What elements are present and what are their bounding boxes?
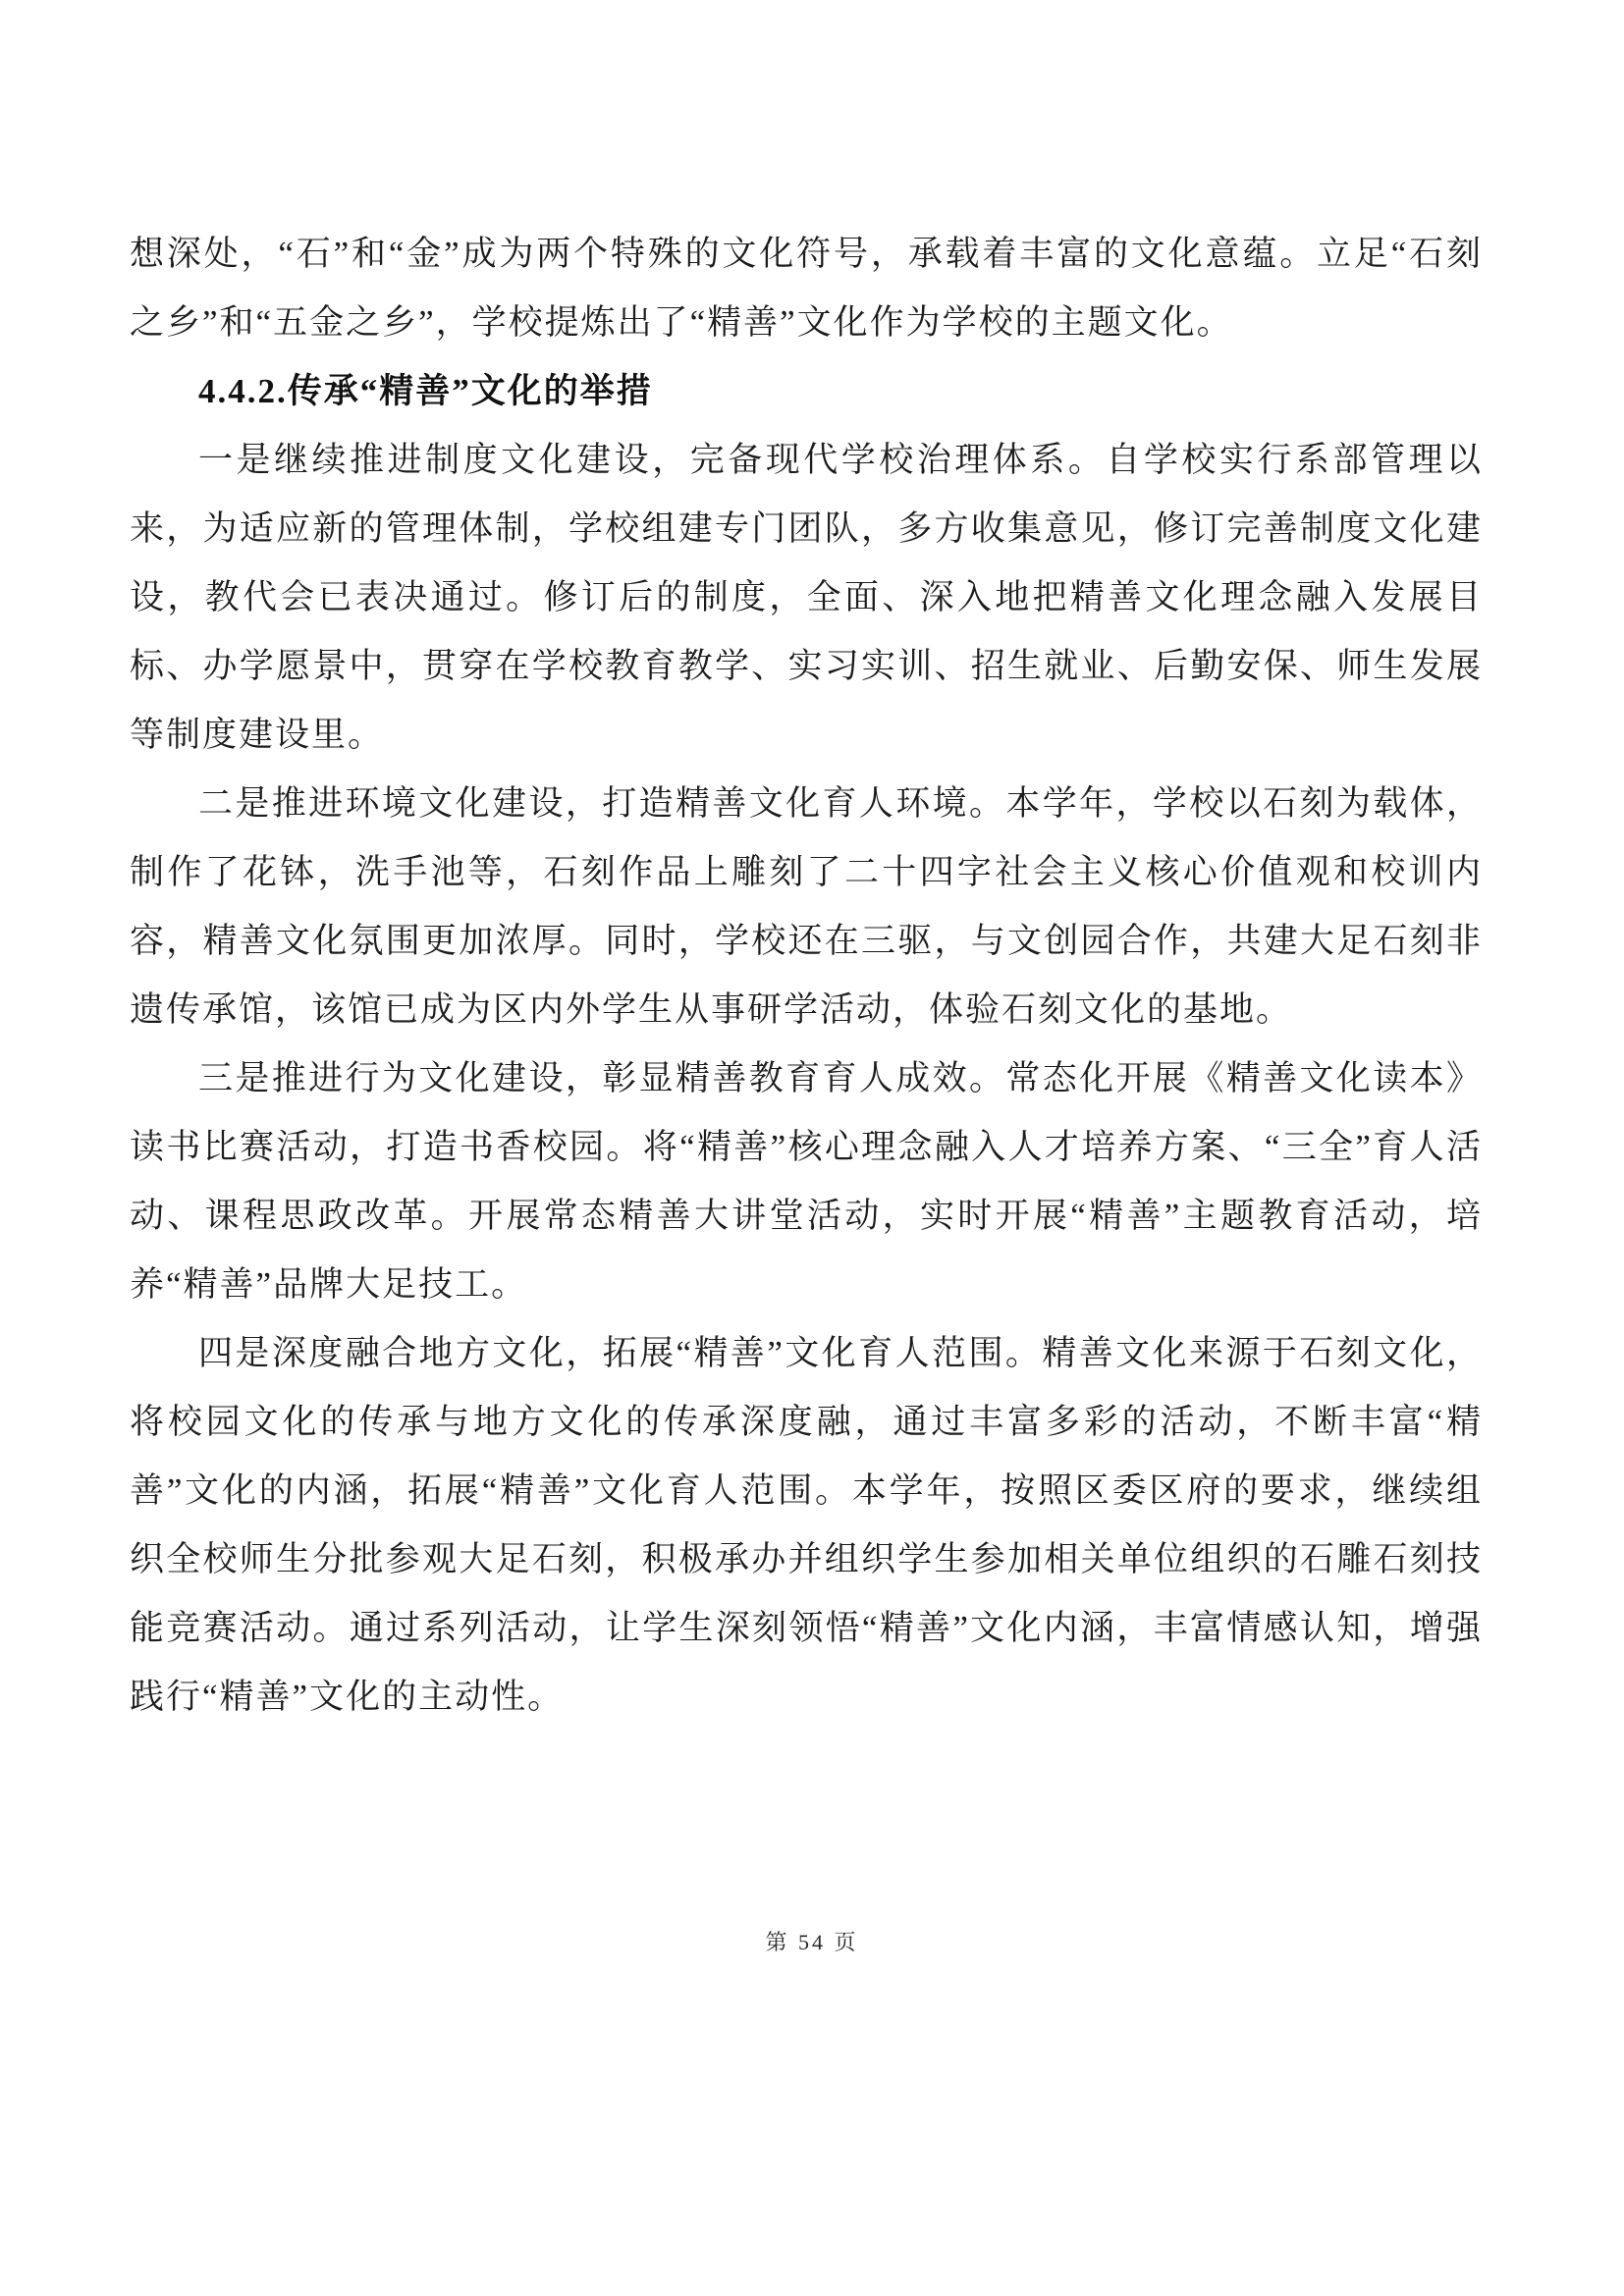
paragraph-measure-1: 一是继续推进制度文化建设，完备现代学校治理体系。自学校实行系部管理以来，为适应新的管理体制，学校组建专门团队，多方收集意见，修订完善制度文化建设，教代会已表决通过。修订后的制度，全面、深入地把精善文化理念融入发展目标、办学愿景中，贯穿在学校教育教学、实习实训、招生就业、后勤安保、师生发展等制度建设里。: [130, 441, 1483, 754]
paragraph-measure-3: 三是推进行为文化建设，彰显精善教育育人成效。常态化开展《精善文化读本》读书比赛活动，打造书香校园。将“精善”核心理念融入人才培养方案、“三全”育人活动、课程思政改革。开展常态精善大讲堂活动，实时开展“精善”主题教育活动，培养“精善”品牌大足技工。: [130, 1059, 1483, 1304]
page-number-label: 第 54 页: [765, 1930, 859, 1954]
section-heading: 4.4.2.传承“精善”文化的举措: [198, 372, 653, 410]
paragraph-measure-4: 四是深度融合地方文化，拓展“精善”文化育人范围。精善文化来源于石刻文化，将校园文化的传承与地方文化的传承深度融，通过丰富多彩的活动，不断丰富“精善”文化的内涵，拓展“精善”文化育人范围。本学年，按照区委区府的要求，继续组织全校师生分批参观大足石刻，积极承办并组织学生参加相关单位组织的石雕石刻技能竞赛活动。通过系列活动，让学生深刻领悟“精善”文化内涵，丰富情感认知，增强践行“精善”文化的主动性。: [130, 1334, 1483, 1716]
paragraph-measure-2: 二是推进环境文化建设，打造精善文化育人环境。本学年，学校以石刻为载体，制作了花钵，洗手池等，石刻作品上雕刻了二十四字社会主义核心价值观和校训内容，精善文化氛围更加浓厚。同时，学校还在三驱，与文创园合作，共建大足石刻非遗传承馆，该馆已成为区内外学生从事研学活动，体验石刻文化的基地。: [130, 784, 1483, 1029]
page-footer: [0, 1926, 1624, 1956]
intro-paragraph: 想深处，“石”和“金”成为两个特殊的文化符号，承载着丰富的文化意蕴。立足“石刻之乡”和“五金之乡”，学校提炼出了“精善”文化作为学校的主题文化。: [130, 235, 1483, 342]
